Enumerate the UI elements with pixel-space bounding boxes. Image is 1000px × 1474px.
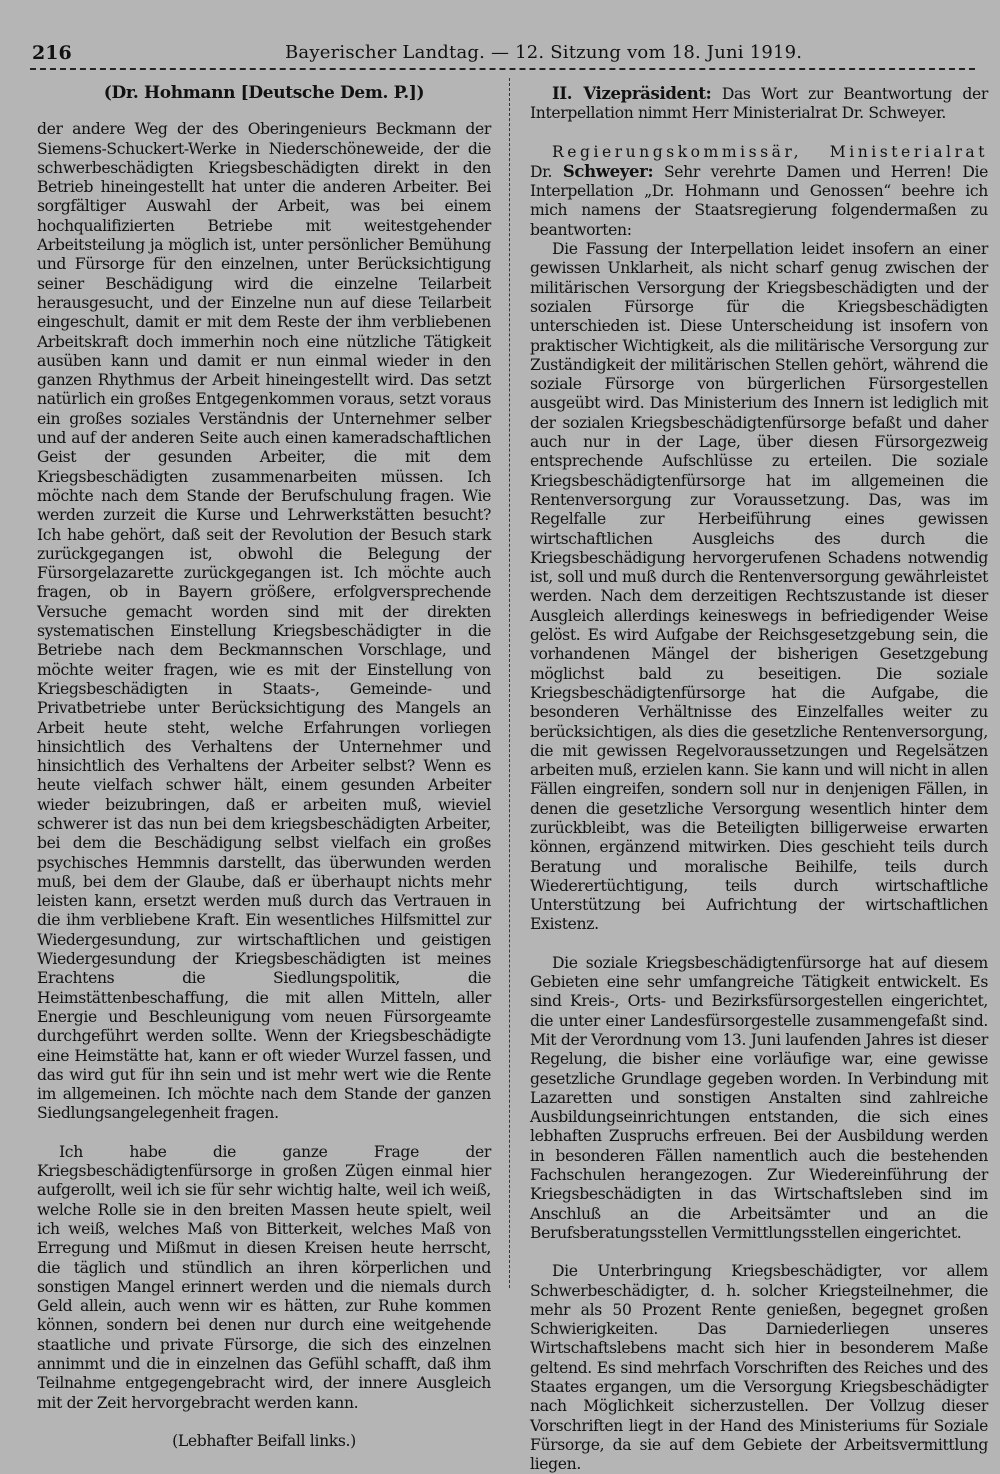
vice-president-remark [530, 84, 988, 124]
body-paragraph: der andere Weg der des Oberingenieurs Beckmann der Siemens-Schuckert-Werke in Niederschöneweide, der die schwerbeschädigten Kriegsbeschädigten direkt in den Betrieb hineingestellt hat unter die anderen Arbeiter. Bei sorgfältiger Auswahl der Arbeit, was bei einem hochqualifizierten Betriebe mit weitestgehender Arbeitsteilung ja möglich ist, unter persönlicher Bemühung und Fürsorge für den einzelnen, unter Berücksichtigung seiner Beschädigung wird die einzelne Teilarbeit herausgesucht, und der Einzelne nun auf diese Teilarbeit eingeschult, damit er mit dem Reste der ihm verbliebenen Arbeitskraft doch immerhin noch eine nützliche Tätigkeit ausüben kann und damit er nun einmal wieder in den ganzen Rhythmus der Arbeit hineingestellt wird. Das setzt natürlich ein großes Entgegenkommen voraus, setzt voraus ein großes soziales Verständnis der Unternehmer selber und auf der anderen Seite auch einen kameradschaftlichen Geist der gesunden Arbeiter, die mit dem Kriegsbeschädigten zusammenarbeiten müssen. Ich möchte nach dem Stande der Berufschulung fragen. Wie werden zurzeit die Kurse und Lehrwerkstätten besucht? Ich habe gehört, daß seit der Revolution der Besuch stark zurückgegangen ist, obwohl die Belegung der Fürsorgelazarette zurückgegangen ist. Ich möchte auch fragen, ob in Bayern größere, erfolgversprechende Versuche gemacht worden sind mit der direkten systematischen Einstellung Kriegsbeschädigter in die Betriebe nach dem Beckmannschen Vorschlage, und möchte weiter fragen, wie es mit der Einstellung von Kriegsbeschädigten in Staats-, Gemeinde- und Privatbetriebe unter Berücksichtigung des Mangels an Arbeit heute steht, welche Erfahrungen vorliegen hinsichtlich des Verhaltens der Unternehmer und hinsichtlich des Verhaltens der Arbeiter selbst? Wenn es heute vielfach schwer hält, einem gesunden Arbeiter wieder beizubringen, daß er arbeiten muß, wieviel schwerer ist das nun bei dem kriegsbeschädigten Arbeiter, bei dem die Beschädigung selbst vielfach ein großes psychisches Hemmnis darstellt, das überwunden werden muß, bei dem der Glaube, daß er überhaupt nichts mehr leisten kann, ersetzt werden muß durch das Vertrauen in die ihm verbliebene Kraft. Ein wesentliches Hilfsmittel zur Wiedergesundung, zur wirtschaftlichen und geistigen Wiedergesundung der Kriegsbeschädigten ist meines Erachtens die Siedlungspolitik, die Heimstättenbeschaffung, die mit allen Mitteln, aller Energie und Beschleunigung vom neuen Fürsorgeamte durchgeführt werden sollte. Wenn der Kriegsbeschädigte eine Heimstätte hat, kann er oft wieder Wurzel fassen, und das wird gut für ihn sein und ist mehr wert wie die Rente im allgemeinen. Ich möchte nach dem Stande der ganzen Siedlungsangelegenheit fragen. [37, 120, 491, 1123]
left-column [37, 84, 491, 1451]
body-paragraph: Ich habe die ganze Frage der Kriegsbeschädigtenfürsorge in großen Zügen einmal hier aufgerollt, weil ich sie für sehr wichtig halte, weil ich weiß, welche Rolle sie in den breiten Massen heute spielt, weil ich weiß, welches Maß von Bitterkeit, welches Maß von Erregung und Mißmut in diesen Kreisen heute herrscht, die täglich und stündlich an ihren körperlichen und sonstigen Mangel erinnert werden und die niemals durch Geld allein, auch wenn wir es hätten, zur Ruhe kommen können, sondern bei denen nur durch eine weitgehende staatliche und private Fürsorge, die sich des einzelnen annimmt und die in einzelnen das Gefühl schafft, daß ihm Teilnahme entgegengebracht wird, der innere Ausgleich mit der Zeit hervorgebracht werden kann. [37, 1142, 491, 1412]
remark-text: Das Wort zur Beantwortung der Interpellation nimmt Herr Ministerialrat Dr. Schweyer. [530, 85, 988, 123]
speaker-title: Dr. [530, 162, 553, 181]
commissioner-intro [530, 143, 988, 240]
right-column [530, 84, 988, 1474]
applause-note: (Lebhafter Beifall links.) [172, 1431, 356, 1450]
speaker-role: Regierungskommissär, Ministerialrat [552, 142, 988, 161]
body-paragraph: Die Fassung der Interpellation leidet insofern an einer gewissen Unklarheit, als nicht scharf genug zwischen der militärischen Versorgung der Kriegsbeschädigten und der sozialen Fürsorge für die Kriegsbeschädigten unterschieden ist. Diese Unterscheidung ist insofern von praktischer Wichtigkeit, als die militärische Versorgung zur Zuständigkeit der militärischen Stellen gehört, während die soziale Fürsorge von bürgerlichen Fürsorgestellen ausgeübt wird. Das Ministerium des Innern ist lediglich mit der sozialen Kriegsbeschädigtenfürsorge befaßt und daher auch nur in der Lage, über diesen Fürsorgezweig entsprechende Aufschlüsse zu erteilen. Die soziale Kriegsbeschädigtenfürsorge hat im allgemeinen die Rentenversorgung zur Voraussetzung. Das, was im Regelfalle zur Herbeiführung eines gewissen wirtschaftlichen Ausgleichs des durch die Kriegsbeschädigung hervorgerufenen Schadens notwendig ist, soll und muß durch die Rentenversorgung gewährleistet werden. Nach dem derzeitigen Rechtszustande ist dieser Ausgleich allerdings keineswegs in befriedigender Weise gelöst. Es wird Aufgabe der Reichsgesetzgebung sein, die vorhandenen Mängel der bisherigen Gesetzgebung möglichst bald zu beseitigen. Die soziale Kriegsbeschädigtenfürsorge hat die Aufgabe, die besonderen Verhältnisse des Einzelfalles weiter zu berücksichtigen, als dies die gesetzliche Rentenversorgung, die mit gewissen Regelvoraussetzungen und Regelsätzen arbeiten muß, erzielen kann. Sie kann und will nicht in allen Fällen eingreifen, sondern soll nur in denjenigen Fällen, in denen die gesetzliche Versorgung wesentlich hinter dem zurückbleibt, was die Beteiligten billigerweise erwarten können, ergänzend mitwirken. Dies geschieht teils durch Beratung und moralische Beihilfe, teils durch Wiederertüchtigung, teils durch wirtschaftliche Unterstützung bei Aufrichtung der wirtschaftlichen Existenz. [530, 240, 988, 934]
page-header [30, 38, 975, 70]
column-divider [509, 78, 510, 1288]
body-paragraph: Die Unterbringung Kriegsbeschädigter, vor allem Schwerbeschädigter, d. h. solcher Kriegsteilnehmer, die mehr als 50 Prozent Rente genießen, begegnet großen Schwierigkeiten. Das Darniederliegen unseres Wirtschaftslebens macht sich hier in besonderem Maße geltend. Es sind mehrfach Vorschriften des Reiches und des Staates ergangen, um die Versorgung Kriegsbeschädigter nach Möglichkeit sicherzustellen. Der Vollzug dieser Vorschriften liegt in der Hand des Ministeriums für Soziale Fürsorge, da sie auf dem Gebiete der Arbeitsvermittlung liegen. [530, 1262, 988, 1474]
running-title: Bayerischer Landtag. — 12. Sitzung vom 18. Juni 1919. [285, 42, 803, 63]
speech-text: Sehr verehrte Damen und Herren! Die Interpellation „Dr. Hohmann und Genossen“ beehre ich mich namens der Staatsregierung folgendermaßen zu beantworten: [530, 162, 988, 239]
page-number: 216 [32, 42, 72, 64]
speaker-name: Schweyer: [562, 161, 654, 181]
speaker-header: (Dr. Hohmann [Deutsche Dem. P.]) [103, 83, 425, 103]
speaker-name: II. Vizepräsident: [552, 84, 712, 103]
body-paragraph: Die soziale Kriegsbeschädigtenfürsorge hat auf diesem Gebieten eine sehr umfangreiche Tätigkeit entwickelt. Es sind Kreis-, Orts- und Bezirksfürsorgestellen eingerichtet, die unter einer Landesfürsorgestelle zusammengefaßt sind. Mit der Verordnung vom 13. Juni laufenden Jahres ist dieser Regelung, die bisher eine vorläufige war, eine gewisse gesetzliche Grundlage gegeben worden. In Verbindung mit Lazaretten und sonstigen Anstalten sind zahlreiche Ausbildungseinrichtungen entstanden, die sich eines lebhaften Zuspruchs erfreuen. Bei der Ausbildung werden in besonderen Fällen namentlich auch die bestehenden Fachschulen herangezogen. Zur Wiedereinführung der Kriegsbeschädigten in das Wirtschaftsleben sind im Anschluß an die Arbeitsämter und an die Berufsberatungsstellen Vermittlungsstellen eingerichtet. [530, 953, 988, 1242]
